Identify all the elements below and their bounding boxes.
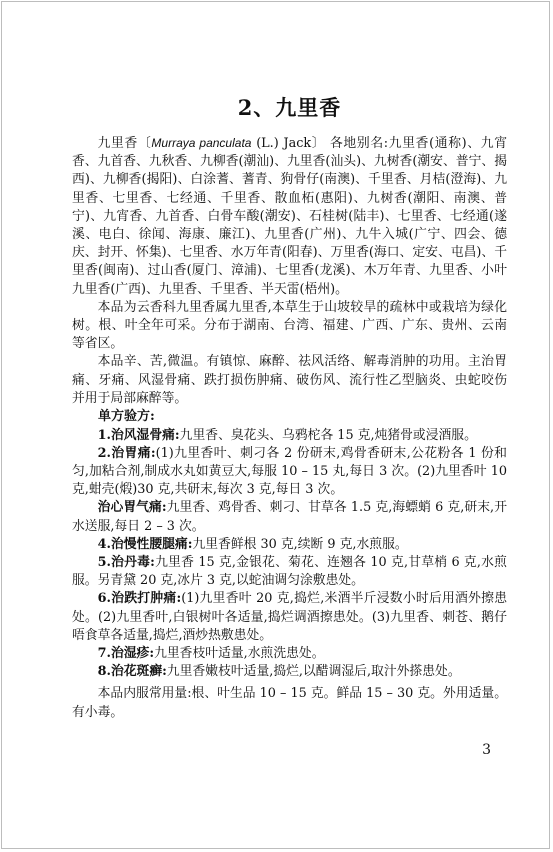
remedy-label: 治心胃气痛:: [97, 500, 167, 516]
remedy-label: 5.治丹毒:: [97, 554, 155, 570]
remedy-item: [72, 427, 507, 445]
remedy-item: [72, 536, 507, 554]
remedy-text: (1)九里香叶、刺刁各 2 份研末,鸡骨香研末,公花粉各 1 份和匀,加粘合剂,制成水丸如黄豆大,每服 10 – 15 丸,每日 3 次。(2)九里香叶 10 克,蚶壳(煅)30 克,共研末,每次 3 克,每日 3 次。: [72, 445, 507, 498]
remedy-label: 4.治慢性腰腿痛:: [97, 536, 193, 552]
remedy-label: 2.治胃痛:: [97, 445, 156, 461]
remedy-text: 九里香、臭花头、乌鸦柁各 15 克,炖猪骨或浸酒服。: [179, 427, 477, 443]
remedies-heading: 单方验方:: [98, 409, 155, 425]
remedy-item: [72, 554, 507, 590]
remedy-item: [72, 590, 507, 645]
page-title: 2、九里香: [237, 95, 342, 120]
property-paragraph: 本品辛、苦,微温。有镇惊、麻醉、祛风活络、解毒消肿的功用。主治胃痛、牙痛、风湿骨痛、跌打损伤肿痛、破伤风、流行性乙型脑炎、虫蛇咬伤并用于局部麻醉等。: [72, 354, 507, 406]
plant-description-paragraph: 本品为云香科九里香属九里香,本草生于山坡较旱的疏林中或栽培为绿化树。根、叶全年可采。分布于湖南、台湾、福建、广西、广东、贵州、云南等省区。: [72, 299, 507, 352]
remedy-item: [72, 645, 507, 663]
remedy-label: 7.治湿疹:: [97, 645, 155, 661]
remedy-label: 6.治跌打肿痛:: [97, 591, 182, 607]
remedy-label: 1.治风湿骨痛:: [97, 427, 180, 443]
dosage-paragraph: 本品内服常用量:根、叶生品 10 – 15 克。鲜品 15 – 30 克。外用适量。有小毒。: [72, 686, 507, 720]
aliases-text: 各地别名:九里香(通称)、九宵香、九首香、九秋香、九柳香(潮汕)、九里香(汕头)、九树香(潮安、普宁、揭西)、九柳香(揭阳)、白涂蓍、蓍青、狗骨仔(南澳)、千里香、月桔(澄海)、九里香、七里香、七经通、千里香、散血柘(惠阳)、九树香(潮阳、南澳、普宁)、九宵香、九首香、白骨车酸(潮安)、石桂树(陆丰)、七里香、七经通(遂溪、电白、徐闻、海康、廉江)、九里香(广州)、九牛入城(广宁、四会、德庆、封开、怀集)、七里香、水万年青(阳春)、万里香(海口、定安、屯昌)、千里香(闽南)、过山香(厦门、漳浦)、七里香(龙溪)、木万年青、九里香、小叶九里香(广西)、九里香、千里香、半天雷(梧州)。: [72, 136, 508, 297]
intro-paragraph: [72, 134, 507, 299]
remedy-item: [72, 663, 507, 681]
remedy-item: [72, 445, 507, 500]
page-number: 3: [482, 742, 491, 758]
remedy-text: 九里香 15 克,金银花、菊花、连翘各 10 克,甘草梢 6 克,水煎服。另青黛 20 克,冰片 3 克,以蛇油调匀涂敷患处。: [72, 554, 507, 589]
remedy-text: 九里香鲜根 30 克,续断 9 克,水煎服。: [192, 536, 408, 552]
remedy-item: [72, 499, 507, 535]
latin-name: Murraya panculata: [151, 136, 252, 150]
remedies-list: [72, 427, 507, 682]
remedy-text: (1)九里香叶 20 克,捣烂,米酒半斤浸数小时后用酒外擦患处。(2)九里香叶,白银树叶各适量,捣烂调酒擦患处。(3)九里香、刺苍、鹅仔唔食草各适量,捣烂,酒炒热敷患处。: [72, 591, 507, 643]
latin-author: (L.) Jack〕: [256, 136, 326, 151]
remedy-text: 九里香枝叶适量,水煎洗患处。: [154, 645, 325, 661]
remedy-label: 8.治花斑癣:: [97, 664, 167, 680]
document-body: [72, 92, 507, 722]
remedy-text: 九里香嫩枝叶适量,捣烂,以醋调湿后,取汁外搽患处。: [166, 664, 461, 680]
remedy-text: 九里香、鸡骨香、刺刁、甘草各 1.5 克,海螵蛸 6 克,研末,开水送服,每日 2 – 3 次。: [72, 500, 507, 534]
herb-name: 九里香〔: [97, 136, 152, 151]
